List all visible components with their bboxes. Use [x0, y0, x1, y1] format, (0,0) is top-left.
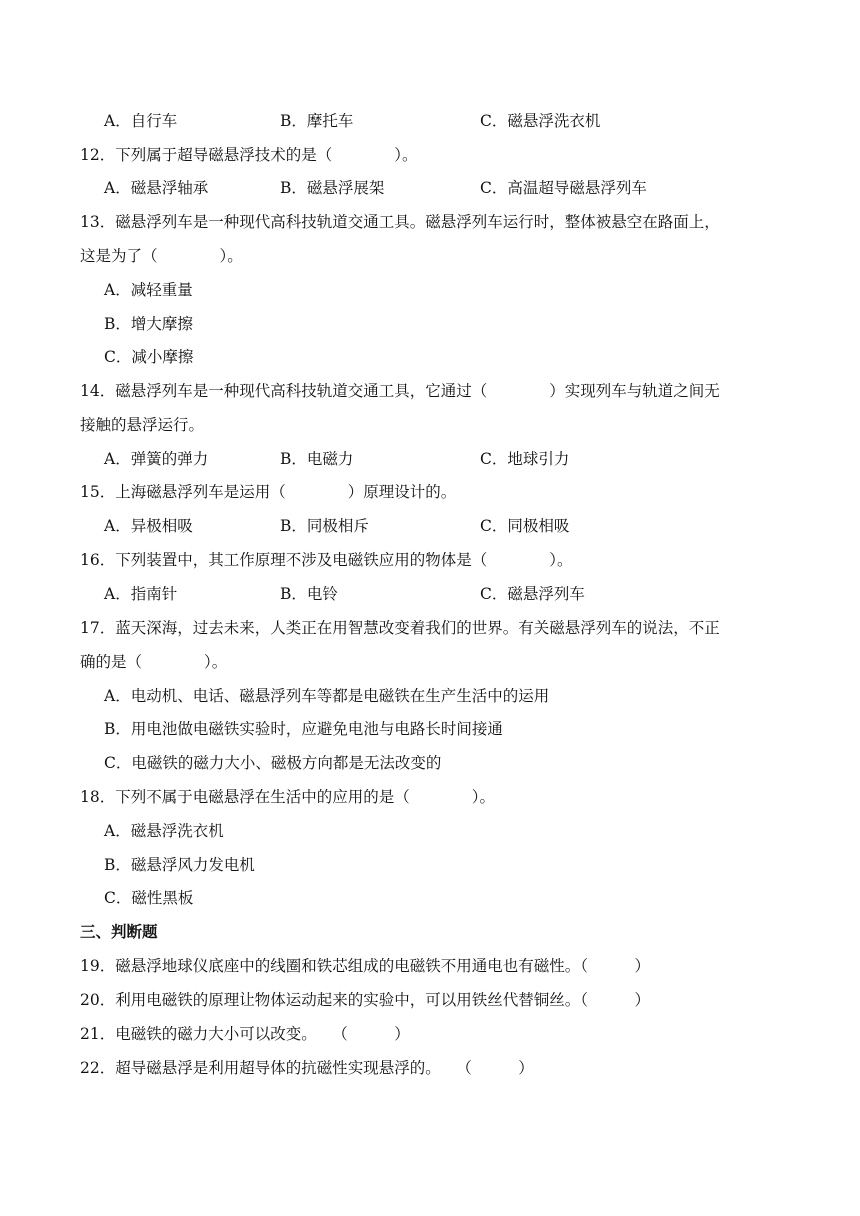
q14-option-a: A．弹簧的弹力 — [104, 450, 209, 468]
q13-option-c: C．减小摩擦 — [104, 348, 194, 366]
q11-option-b: B．摩托车 — [280, 112, 354, 130]
q12-option-b: B．磁悬浮展架 — [280, 179, 385, 197]
q17-option-c: C．电磁铁的磁力大小、磁极方向都是无法改变的 — [104, 754, 442, 772]
q12-stem: 12．下列属于超导磁悬浮技术的是（ ）。 — [80, 146, 418, 164]
q16-options — [0, 584, 720, 604]
q12-option-a: A．磁悬浮轴承 — [104, 179, 209, 197]
q13-stem-line2: 这是为了（ ）。 — [80, 247, 243, 265]
q17-stem-line2: 确的是（ ）。 — [80, 653, 228, 671]
q18-stem: 18．下列不属于电磁悬浮在生活中的应用的是（ ）。 — [80, 788, 495, 806]
q19-stem: 19．磁悬浮地球仪底座中的线圈和铁芯组成的电磁铁不用通电也有磁性。（ ） — [80, 957, 650, 975]
q13-option-a: A．减轻重量 — [104, 281, 193, 299]
q15-stem: 15．上海磁悬浮列车是运用（ ）原理设计的。 — [80, 483, 457, 501]
q16-option-b: B．电铃 — [280, 585, 338, 603]
q18-option-b: B．磁悬浮风力发电机 — [104, 856, 255, 874]
q14-options — [0, 449, 720, 469]
section-title-true-false: 三、判断题 — [80, 923, 158, 941]
q15-option-c: C．同极相吸 — [480, 517, 570, 535]
q22-stem: 22．超导磁悬浮是利用超导体的抗磁性实现悬浮的。 （ ） — [80, 1059, 534, 1077]
q16-stem: 16．下列装置中，其工作原理不涉及电磁铁应用的物体是（ ）。 — [80, 551, 573, 569]
q20-stem: 20．利用电磁铁的原理让物体运动起来的实验中，可以用铁丝代替铜丝。（ ） — [80, 991, 650, 1009]
q21-stem: 21．电磁铁的磁力大小可以改变。 （ ） — [80, 1025, 410, 1043]
q11-option-a: A．自行车 — [104, 112, 178, 130]
q15-option-b: B．同极相斥 — [280, 517, 369, 535]
q16-option-a: A．指南针 — [104, 585, 178, 603]
q16-option-c: C．磁悬浮列车 — [480, 585, 585, 603]
q14-option-c: C．地球引力 — [480, 450, 570, 468]
q11-option-c: C．磁悬浮洗衣机 — [480, 112, 601, 130]
q11-options — [0, 111, 720, 131]
q14-stem-line2: 接触的悬浮运行。 — [80, 416, 205, 434]
q13-stem-line1: 13．磁悬浮列车是一种现代高科技轨道交通工具。磁悬浮列车运行时，整体被悬空在路面上， — [80, 213, 720, 231]
q17-option-a: A．电动机、电话、磁悬浮列车等都是电磁铁在生产生活中的运用 — [104, 687, 550, 705]
q17-stem-line1: 17．蓝天深海，过去未来，人类正在用智慧改变着我们的世界。有关磁悬浮列车的说法，不正 — [80, 619, 720, 637]
q18-option-c: C．磁性黑板 — [104, 889, 194, 907]
q15-options — [0, 516, 720, 536]
q12-option-c: C．高温超导磁悬浮列车 — [480, 179, 647, 197]
q18-option-a: A．磁悬浮洗衣机 — [104, 822, 224, 840]
q14-option-b: B．电磁力 — [280, 450, 354, 468]
q15-option-a: A．异极相吸 — [104, 517, 193, 535]
q13-option-b: B．增大摩擦 — [104, 315, 193, 333]
q14-stem-line1: 14．磁悬浮列车是一种现代高科技轨道交通工具，它通过（ ）实现列车与轨道之间无 — [80, 382, 720, 400]
q12-options — [0, 178, 720, 198]
q17-option-b: B．用电池做电磁铁实验时，应避免电池与电路长时间接通 — [104, 720, 503, 738]
